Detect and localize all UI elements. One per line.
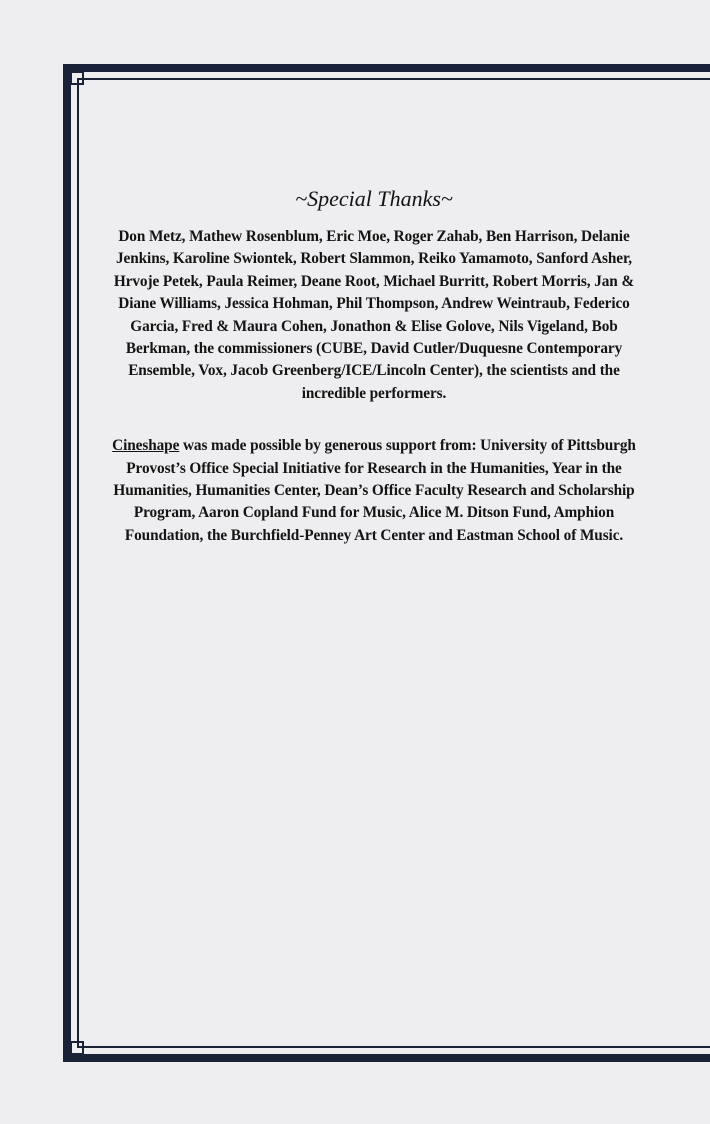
border-corner-ornament-bottom — [70, 1041, 84, 1055]
project-name: Cineshape — [112, 437, 180, 455]
funding-statement — [100, 435, 648, 547]
special-thanks-list: Don Metz, Mathew Rosenblum, Eric Moe, Roger Zahab, Ben Harrison, Delanie Jenkins, Karoline Swiontek, Robert Slammon, Reiko Yamamoto, Sanford Asher, Hrvoje Petek, Paula Reimer, Deane Root, Michael Burritt, Robert Morris, Jan & Diane Williams, Jessica Hohman, Phil Thompson, Andrew Weintraub, Federico Garcia, Fred & Maura Cohen, Jonathon & Elise Golove, Nils Vigeland, Bob Berkman, the commissioners (CUBE, David Cutler/Duquesne Contemporary Ensemble, Vox, Jacob Greenberg/ICE/Lincoln Center), the scientists and the incredible performers. — [113, 228, 635, 402]
funding-text: was made possible by generous support from: University of Pittsburgh Provost’s Office Special Initiative for Research in the Humanities, Year in the Humanities, Humanities Center, Dean’s Office Faculty Research and Scholarship Program, Aaron Copland Fund for Music, Alice M. Ditson Fund, Amphion Foundation, the Burchfield-Penney Art Center and Eastman School of Music. — [113, 437, 636, 544]
border-corner-ornament-top — [70, 71, 84, 85]
acknowledgements-section — [100, 186, 648, 547]
special-thanks-heading: ~Special Thanks~ — [295, 186, 453, 211]
